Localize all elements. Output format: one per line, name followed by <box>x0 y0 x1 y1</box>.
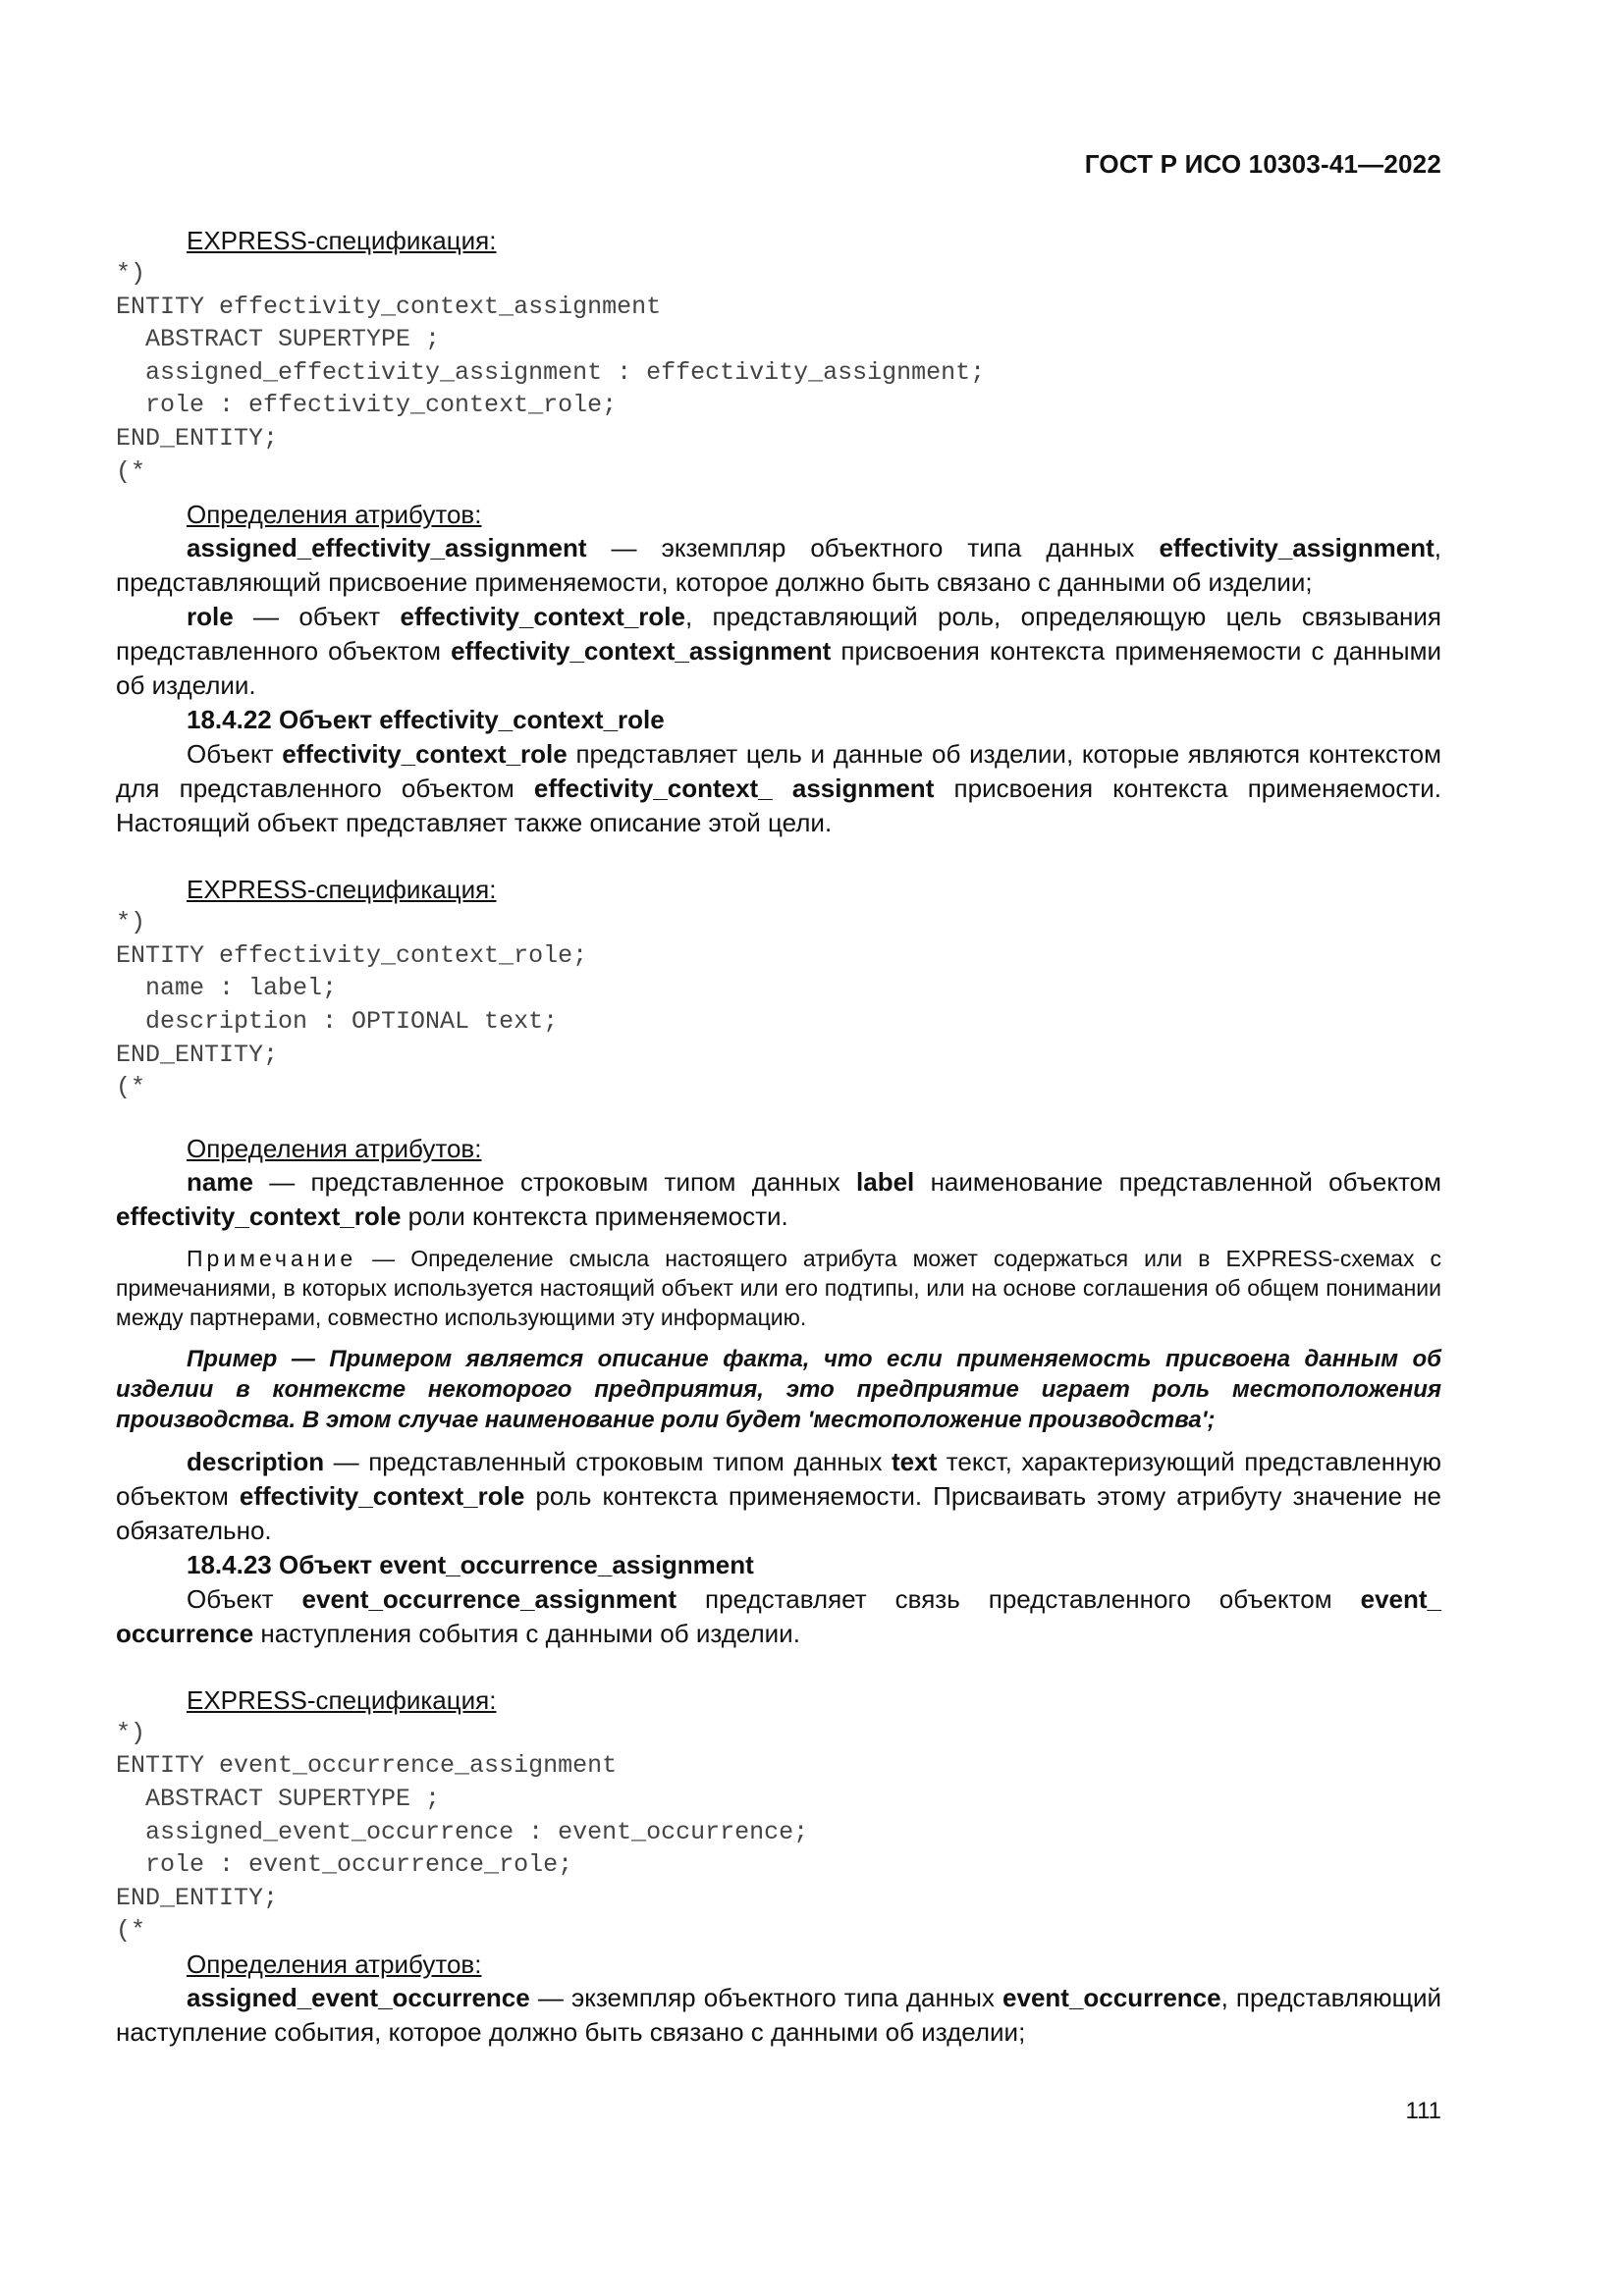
code-block-effectivity-context-role: *) ENTITY effectivity_context_role; name : label; description : OPTIONAL text; END_ENTITY; (* <box>116 908 588 1102</box>
attribute-definitions-label: Определения атрибутов: <box>187 1949 482 1979</box>
section-18-4-23-description: Объект event_occurrence_assignment представляет связь представленного объектом event_ occurrence наступления события с данными об изделии. <box>116 1583 1441 1648</box>
code-block-event-occurrence-assignment: *) ENTITY event_occurrence_assignment ABSTRACT SUPERTYPE ; assigned_event_occurrence : event_occurrence; role : event_occurrence_role; END_ENTITY; (* <box>116 1718 809 1946</box>
attr-role: role — объект effectivity_context_role, представляющий роль, определяющую цель связывания представленного объектом effectivity_context_assignment присвоения контекста применяемости с данными об изделии. <box>116 602 1441 701</box>
section-heading-18-4-23: 18.4.23 Объект event_occurrence_assignment <box>187 1549 754 1579</box>
section-heading-18-4-22: 18.4.22 Объект effectivity_context_role <box>187 705 665 735</box>
attr-description: description — представленный строковым типом данных text текст, характеризующий представленную объектом effectivity_context_role роль контекста применяемости. Присваивать этому атрибуту значение не обязательно. <box>116 1446 1441 1545</box>
express-spec-label: EXPRESS-спецификация: <box>187 226 497 255</box>
attribute-definitions-label: Определения атрибутов: <box>187 1133 482 1163</box>
note-paragraph: Примечание — Определение смысла настоящего атрибута может содержаться или в EXPRESS-схемах с примечаниями, в которых используется настоящий объект или его подтипы, или на основе соглашения об общем понимании между партнерами, совместно использующими эту информацию. <box>116 1245 1441 1330</box>
express-spec-label: EXPRESS-спецификация: <box>187 875 497 905</box>
express-spec-label: EXPRESS-спецификация: <box>187 1684 497 1715</box>
section-18-4-22-description: Объект effectivity_context_role представляет цель и данные об изделии, которые являются контекстом для представленного объектом effectivity_context_ assignment присвоения контекста применяемости. Настоящий объект представляет также описание этой цели. <box>116 739 1442 838</box>
page-content <box>116 224 1441 2050</box>
attr-assigned-event-occurrence: assigned_event_occurrence — экземпляр объектного типа данных event_occurrence, представляющий наступление события, которое должно быть связано с данными об изделии; <box>116 1982 1442 2047</box>
document-header: ГОСТ Р ИСО 10303-41—2022 <box>1084 149 1441 179</box>
attr-name: name — представленное строковым типом данных label наименование представленной объектом effectivity_context_role роли контекста применяемости. <box>116 1166 1442 1231</box>
attribute-definitions-label: Определения атрибутов: <box>187 500 482 530</box>
attr-assigned-effectivity-assignment: assigned_effectivity_assignment — экземпляр объектного типа данных effectivity_assignment, представляющий присвоение применяемости, которое должно быть связано с данными об изделии; <box>116 533 1441 598</box>
example-paragraph: Пример — Примером является описание факта, что если применяемость присвоена данным об изделии в контексте некоторого предприятия, это предприятие играет роль местоположения производства. В этом случае наименование роли будет 'местоположение производства'; <box>116 1345 1441 1433</box>
code-block-effectivity-context-assignment: *) ENTITY effectivity_context_assignment ABSTRACT SUPERTYPE ; assigned_effectivity_assignment : effectivity_assignment; role : effectivity_context_role; END_ENTITY; (* <box>116 259 986 486</box>
page-number: 111 <box>1405 2098 1441 2124</box>
